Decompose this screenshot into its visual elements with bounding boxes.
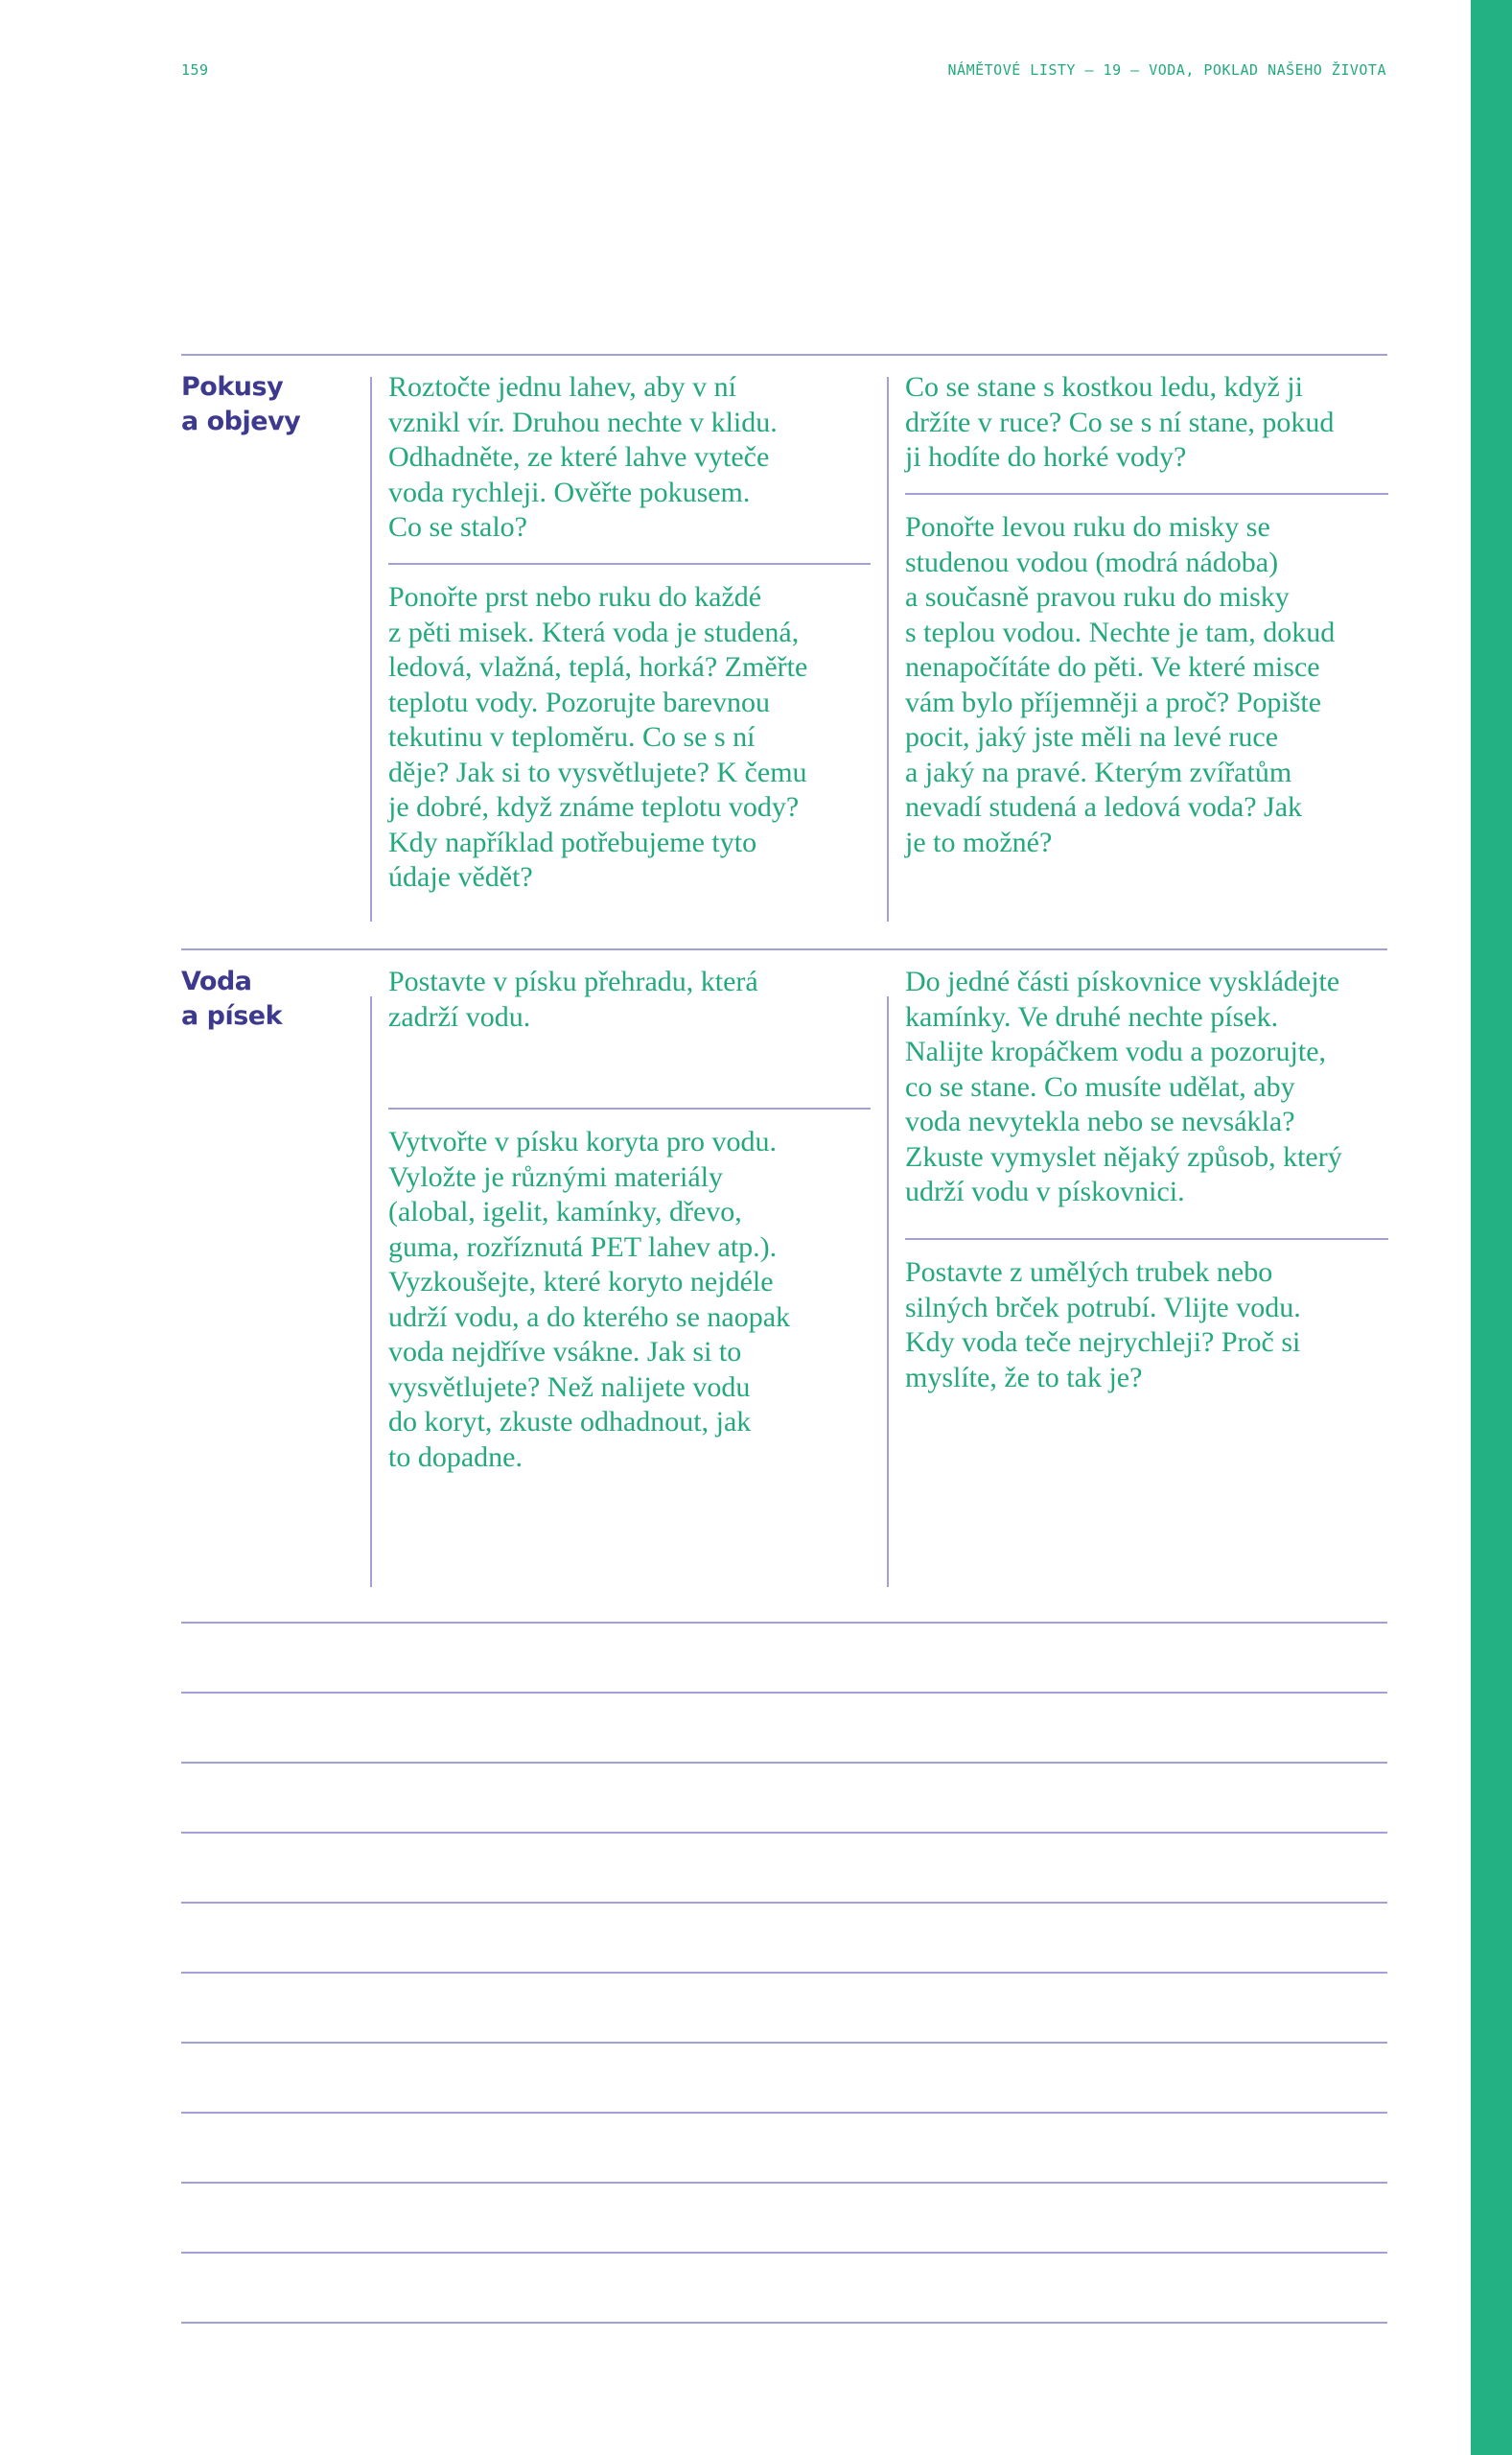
column-divider (370, 377, 372, 922)
writing-line (181, 2182, 1387, 2184)
running-title: NÁMĚTOVÉ LISTY – 19 – VODA, POKLAD NAŠEHO ŽIVOTA (947, 61, 1386, 79)
column-divider (887, 377, 889, 922)
writing-line (181, 1692, 1387, 1694)
activity-text: Ponořte prst nebo ruku do každé z pěti misek. Která voda je studená, ledová, vlažná, teplá, horká? Změřte teplotu vody. Pozorujte barevnou tekutinu v teploměru. Co se s ní děje? Jak si to vysvětlujete? K čemu je dobré, když známe teplotu vody? Kdy například potřebujeme tyto údaje vědět? (388, 581, 808, 893)
writing-line (181, 1622, 1387, 1624)
activity-text: Roztočte jednu lahev, aby v ní vznikl vír. Druhou nechte v klidu. Odhadněte, ze které lahve vyteče voda rychleji. Ověřte pokusem. Co se stalo? (388, 371, 778, 543)
activity-divider (388, 563, 871, 565)
section-rule (181, 354, 1387, 356)
side-color-bar (1471, 0, 1512, 2455)
section-rule (181, 948, 1387, 950)
writing-line (181, 2322, 1387, 2324)
writing-line (181, 2252, 1387, 2254)
activity-divider (905, 493, 1388, 495)
section-label: Voda a písek (181, 967, 283, 1031)
activity-divider (388, 1108, 871, 1110)
section-label: Pokusy a objevy (181, 372, 301, 436)
page-number: 159 (181, 61, 209, 79)
writing-line (181, 2112, 1387, 2114)
activity-divider (905, 1238, 1388, 1240)
activity-text: Ponořte levou ruku do misky se studenou vodou (modrá nádoba) a současně pravou ruku do misky s teplou vodou. Nechte je tam, dokud nenapočítáte do pěti. Ve které misce vám bylo příjemněji a proč? Popište pocit, jaký jste měli na levé ruce a jaký na pravé. Kterým zvířatům nevadí studená a ledová voda? Jak je to možné? (905, 511, 1336, 858)
writing-line (181, 2042, 1387, 2044)
activity-text: Postavte z umělých trubek nebo silných brček potrubí. Vlijte vodu. Kdy voda teče nejrychleji? Proč si myslíte, že to tak je? (905, 1256, 1301, 1393)
writing-line (181, 1972, 1387, 1974)
writing-line (181, 1832, 1387, 1834)
activity-text: Do jedné části pískovnice vyskládejte kamínky. Ve druhé nechte písek. Nalijte kropáčkem vodu a pozorujte, co se stane. Co musíte udělat, aby voda nevytekla nebo se nevsákla? Zkuste vymyslet nějaký způsob, který udrží vodu v pískovnici. (905, 966, 1342, 1207)
writing-line (181, 1762, 1387, 1764)
activity-text: Co se stane s kostkou ledu, když ji držíte v ruce? Co se s ní stane, pokud ji hodíte do horké vody? (905, 371, 1335, 473)
column-divider (887, 996, 889, 1587)
activity-text: Postavte v písku přehradu, která zadrží vodu. (388, 966, 758, 1033)
activity-text: Vytvořte v písku koryta pro vodu. Vyložte je různými materiály (alobal, igelit, kamínky, dřevo, guma, rozříznutá PET lahev atp.). Vyzkoušejte, které koryto nejdéle udrží vodu, a do kterého se naopak voda nejdříve vsákne. Jak si to vysvětlujete? Než nalijete vodu do koryt, zkuste odhadnout, jak to dopadne. (388, 1126, 791, 1473)
writing-line (181, 1902, 1387, 1904)
column-divider (370, 996, 372, 1587)
